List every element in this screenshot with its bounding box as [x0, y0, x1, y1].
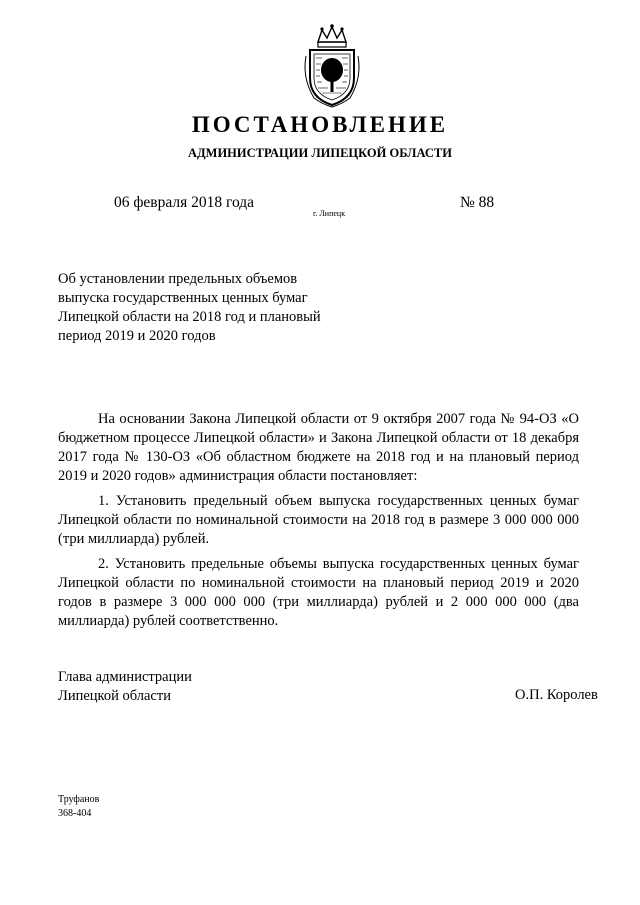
- document-title: ПОСТАНОВЛЕНИЕ: [191, 112, 449, 137]
- executor-block: [58, 793, 99, 821]
- executor-name: Труфанов: [58, 794, 100, 805]
- coat-of-arms-icon: [300, 22, 364, 108]
- subject-line: Липецкой области на 2018 год и плановый: [58, 309, 321, 325]
- document-body: [58, 410, 579, 631]
- subject-line: Об установлении предельных объемов: [58, 271, 298, 287]
- signatory-position-line: Липецкой области: [58, 688, 171, 704]
- document-city: г. Липецк: [313, 209, 346, 218]
- subject-line: выпуска государственных ценных бумаг: [58, 290, 308, 306]
- clause-1-paragraph: 1. Установить предельный объем выпуска государственных ценных бумаг Липецкой области по номинальной стоимости на 2018 год в размере 3 000 000 000 (три миллиарда) рублей.: [58, 493, 579, 547]
- clause-2-paragraph: 2. Установить предельные объемы выпуска государственных ценных бумаг Липецкой области по номинальной стоимости на плановый период 2019 и 2020 годов в размере 3 000 000 000 (три миллиарда) рублей и 2 000 000 000 (два миллиарда) рублей соответственно.: [58, 556, 579, 629]
- document-subject: [58, 270, 358, 346]
- signatory-position: [58, 668, 192, 706]
- document-date: 06 февраля 2018 года: [114, 194, 255, 211]
- issuing-authority: АДМИНИСТРАЦИИ ЛИПЕЦКОЙ ОБЛАСТИ: [188, 146, 452, 160]
- preamble-paragraph: На основании Закона Липецкой области от 9 октября 2007 года № 94-ОЗ «О бюджетном процессе Липецкой области» и Закона Липецкой области от 18 декабря 2017 года № 130-ОЗ «Об областном бюджете на 2018 год и на плановый период 2019 и 2020 годов» администрация области постановляет:: [58, 411, 579, 484]
- signatory-name: О.П. Королев: [515, 687, 598, 703]
- subject-line: период 2019 и 2020 годов: [58, 328, 216, 344]
- document-number: № 88: [460, 194, 495, 211]
- signatory-position-line: Глава администрации: [58, 669, 192, 685]
- executor-phone: 368-404: [58, 808, 92, 819]
